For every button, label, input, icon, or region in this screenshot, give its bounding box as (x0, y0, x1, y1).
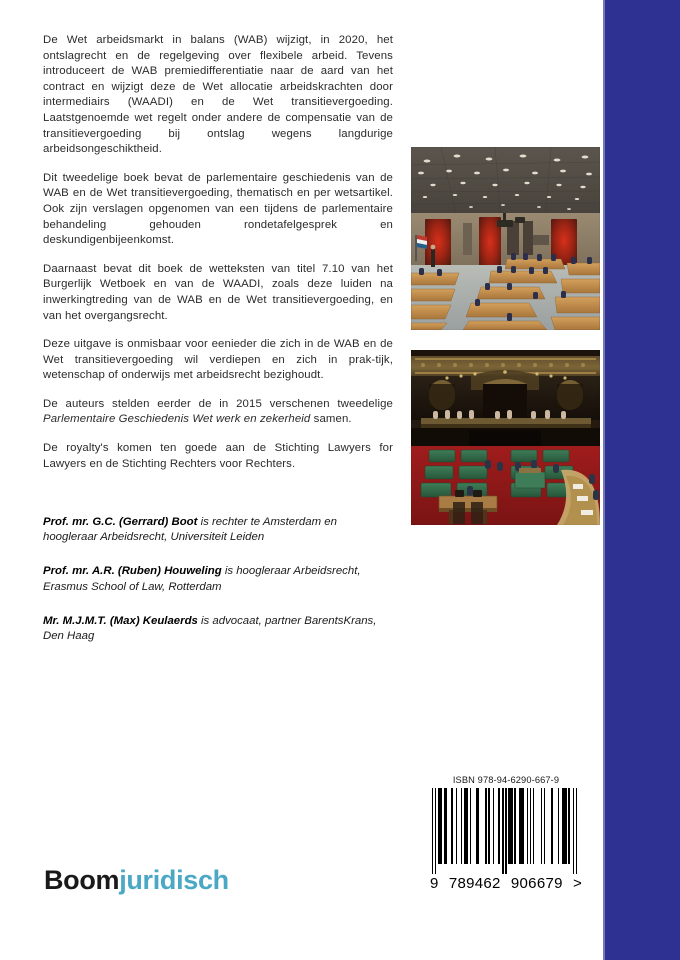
author-name-boot: Prof. mr. G.C. (Gerrard) Boot (43, 516, 198, 528)
photo-eerste-kamer-plenary-hall (411, 350, 600, 525)
barcode-bars (430, 788, 582, 874)
previous-work-tail: samen. (310, 413, 352, 426)
publisher-logo-juridisch: juridisch (119, 865, 229, 895)
author-name-keulaerds: Mr. M.J.M.T. (Max) Keulaerds (43, 614, 198, 627)
spine-band (603, 0, 680, 960)
author-bio-keulaerds (43, 614, 393, 644)
barcode-digit-group-right: > (572, 875, 582, 892)
photo-tweede-kamer-plenary-hall (411, 147, 600, 330)
blurb-paragraph-2: Dit tweedelige boek bevat de parlementaire geschiedenis van de WAB en de Wet transitievergoeding, thematisch en per wetsartikel. Ook zijn verslagen opgenomen van een tijdens de parlementaire behandeling gehouden rondetafelgesprek en deskundigenbijeenkomst. (43, 171, 393, 247)
eerste-kamer-illustration (411, 350, 600, 525)
author-description-boot: is rechter te Amsterdam en hoogleraar Arbeidsrecht, Universiteit Leiden (43, 516, 337, 544)
author-bio-boot (43, 515, 393, 545)
publisher-logo-boom: Boom (44, 865, 120, 895)
barcode-digits (430, 875, 582, 892)
blurb-paragraph-3: Daarnaast bevat dit boek de wetteksten van titel 7.10 van het Burgerlijk Wetboek en van de WAADI, zoals deze luiden na inwerkingtreding van de WAB en de Wet transitievergoeding, en van het overgangsrecht. (43, 262, 393, 322)
author-name-houweling: Prof. mr. A.R. (Ruben) Houweling (43, 565, 222, 578)
author-bio-houweling (43, 564, 393, 594)
barcode-digit-group-middle-left: 789462 (448, 875, 501, 892)
previous-work-title: Parlementaire Geschiedenis Wet werk en zekerheid (43, 413, 311, 426)
spine-band-edge (603, 0, 605, 960)
author-description-keulaerds: is advocaat, partner BarentsKrans, Den Haag (43, 614, 377, 643)
blurb-paragraph-4: Deze uitgave is onmisbaar voor eenieder die zich in de WAB en de Wet transitievergoeding wil verdiepen en zich in prak-tijk, wetenschap of onderwijs met arbeidsrecht bezighoudt. (43, 338, 393, 382)
author-bios (43, 515, 393, 644)
barcode-digit-group-left: 9 (430, 875, 439, 892)
publisher-logo (44, 864, 229, 896)
previous-work-lead: De auteurs stelden eerder de in 2015 verschenen tweedelige (43, 397, 393, 410)
tweede-kamer-illustration (411, 147, 600, 330)
isbn-label: ISBN 978-94-6290-667-9 (452, 775, 560, 785)
blurb-text (43, 33, 393, 472)
blurb-paragraph-1: De Wet arbeidsmarkt in balans (WAB) wijzigt, in 2020, het ontslagrecht en de regelgeving over flexibele arbeid. Tevens introduceert de WAB premiedifferentiatie naar de aard van het contract en wijzigt deze de Wet allocatie arbeidskrachten door intermediairs (WAADI) en de Wet transitievergoeding. Laatstgenoemde wet regelt onder andere de compensatie van de transitievergoeding bij ontslag wegens langdurige arbeidsongeschiktheid. (43, 34, 393, 156)
author-description-houweling: is hoogleraar Arbeidsrecht, Erasmus School of Law, Rotterdam (43, 565, 361, 593)
blurb-paragraph-royalties: De royalty's komen ten goede aan de Stichting Lawyers for Lawyers en de Stichting Rechters voor Rechters. (43, 442, 393, 470)
barcode-block (430, 775, 582, 892)
barcode-digit-group-middle-right: 906679 (510, 875, 563, 892)
blurb-paragraph-5 (43, 397, 393, 428)
